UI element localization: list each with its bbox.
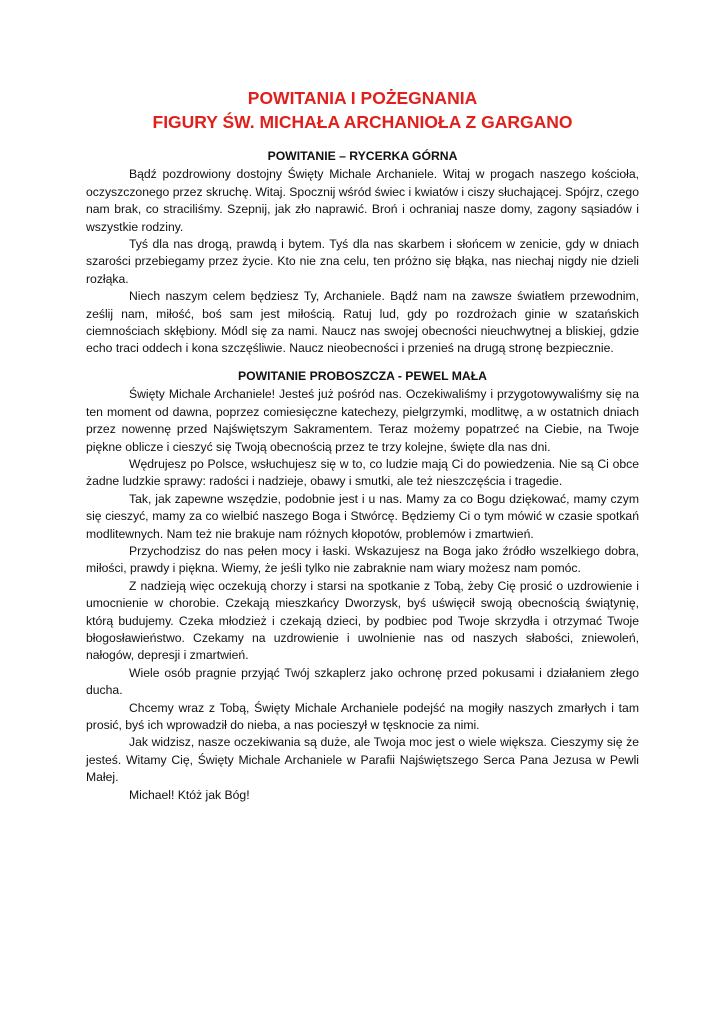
paragraph: Bądź pozdrowiony dostojny Święty Michale Archaniele. Witaj w progach naszego kościoła, oczyszczonego przez skruchę. Witaj. Spocznij wśród świec i kwiatów i ciszy słuchającej. Spójrz, czego nam brak, co straciliśmy. Szepnij, jak zło naprawić. Broń i ochraniaj nasze domy, zagony sąsiadów i wszystkie rodziny.	[86, 167, 639, 234]
paragraph: Wiele osób pragnie przyjąć Twój szkaplerz jako ochronę przed pokusami i działaniem złego ducha.	[86, 665, 639, 698]
section-heading: POWITANIE PROBOSZCZA - PEWEL MAŁA	[238, 368, 487, 383]
section-pewel-mala	[86, 368, 639, 804]
section-rycerka-gorna	[86, 148, 639, 358]
paragraph: Jak widzisz, nasze oczekiwania są duże, ale Twoja moc jest o wiele większa. Cieszymy się że jesteś. Witamy Cię, Święty Michale Archaniele w Parafii Najświętszego Serca Pana Jezusa w Pewli Małej.	[86, 735, 639, 785]
paragraph: Chcemy wraz z Tobą, Święty Michale Archaniele podejść na mogiły naszych zmarłych i tam prosić, byś ich wprowadził do nieba, a nas pocieszył w tęsknocie za nimi.	[86, 700, 639, 732]
paragraph: Święty Michale Archaniele! Jesteś już pośród nas. Oczekiwaliśmy i przygotowywaliśmy się na ten moment od dawna, poprzez comiesięczne katechezy, pielgrzymki, modlitwę, a w ostatnich dniach przez nowennę przed Najświętszym Sakramentem. Teraz możemy popatrzeć na Ciebie, na Twoje piękne oblicze i cieszyć się Twoją obecnością przez te trzy kolejne, święte dla nas dni.	[86, 387, 639, 454]
document-title	[86, 86, 639, 134]
closing-line: Michael! Któż jak Bóg!	[129, 787, 250, 802]
title-line-1: POWITANIA I POŻEGNANIA	[247, 88, 478, 108]
paragraph: Tyś dla nas drogą, prawdą i bytem. Tyś dla nas skarbem i słońcem w zenicie, gdy w dniach szarości przebiegamy przez życie. Kto nie zna celu, ten próżno się błąka, nas niechaj nigdy nie dzieli rozłąka.	[86, 237, 639, 286]
section-heading: POWITANIE – RYCERKA GÓRNA	[267, 149, 458, 163]
paragraph: Wędrujesz po Polsce, wsłuchujesz się w to, co ludzie mają Ci do powiedzenia. Nie są Ci obce żadne ludzkie sprawy: radości i nadzieje, obawy i smutki, ale też nieszczęścia i tragedie.	[86, 456, 639, 489]
title-line-2: FIGURY ŚW. MICHAŁA ARCHANIOŁA Z GARGANO	[152, 112, 573, 132]
paragraph: Tak, jak zapewne wszędzie, podobnie jest i u nas. Mamy za co Bogu dziękować, mamy czym się cieszyć, mamy za co wielbić naszego Boga i Stwórcę. Będziemy Ci o tym mówić w czasie spotkań modlitewnych. Nam też nie brakuje nam różnych kłopotów, problemów i zmartwień.	[86, 491, 639, 541]
paragraph: Niech naszym celem będziesz Ty, Archaniele. Bądź nam na zawsze światłem przewodnim, ześlij nam, miłość, boś sam jest miłością. Ratuj lud, gdy po rozdrożach ginie w szatańskich ciemnościach skłębiony. Módl się za nami. Naucz nas swojej obecności nieuchwytnej a bliskiej, gdzie echo traci oddech i kona szczęśliwie. Naucz nieobecności i przenieś na drugą stronę bezpiecznie.	[86, 289, 639, 356]
paragraph: Przychodzisz do nas pełen mocy i łaski. Wskazujesz na Boga jako źródło wszelkiego dobra, miłości, prawdy i piękna. Wiemy, że jeśli tylko nie zabraknie nam wiary możesz nam pomóc.	[86, 543, 639, 576]
paragraph: Z nadzieją więc oczekują chorzy i starsi na spotkanie z Tobą, żeby Cię prosić o uzdrowienie i umocnienie w chorobie. Czekają mieszkańcy Dworzysk, byś uświęcił swoją obecnością świątynię, którą budujemy. Czeka młodzież i czekają dzieci, by podbiec pod Twoje skrzydła i otrzymać Twoje błogosławieństwo. Czekamy na uzdrowienie i uwolnienie nas od naszych słabości, zniewoleń, nałogów, depresji i zmartwień.	[86, 578, 639, 663]
